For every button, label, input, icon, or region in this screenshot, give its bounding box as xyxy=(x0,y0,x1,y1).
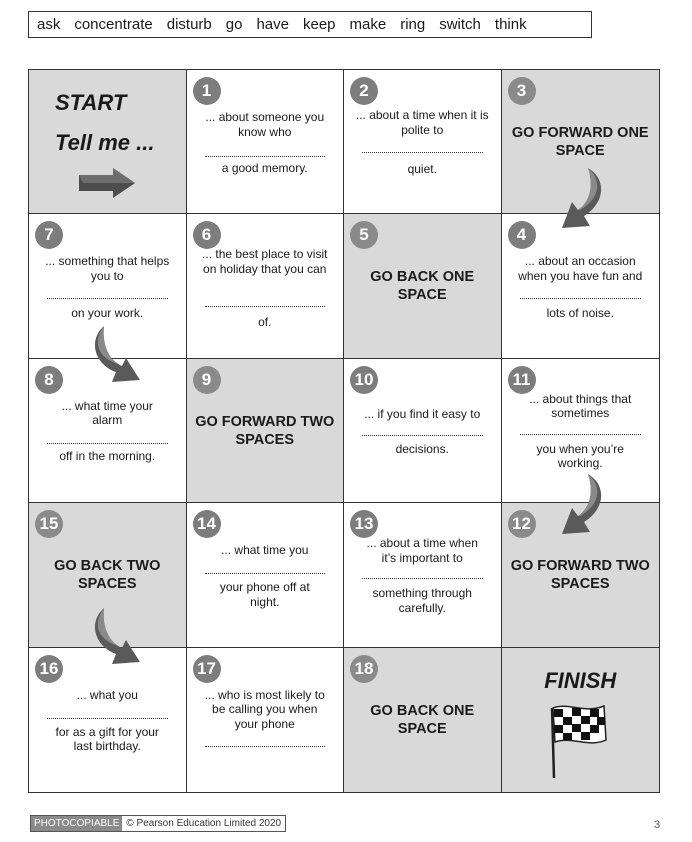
photocopiable-tag: PHOTOCOPIABLE xyxy=(31,816,122,831)
square-instruction: GO BACK ONE SPACE xyxy=(370,702,475,737)
square-number: 15 xyxy=(35,510,63,538)
square-prompt-end: for as a gift for your last birthday. xyxy=(55,724,159,754)
square-number: 2 xyxy=(350,77,378,105)
square-11 xyxy=(502,359,660,503)
word-bank-item: think xyxy=(494,16,527,33)
word-bank-item: concentrate xyxy=(74,16,153,33)
square-number: 17 xyxy=(193,655,221,683)
square-prompt: ... if you find it easy to xyxy=(364,406,481,421)
word-bank-item: keep xyxy=(302,16,336,33)
square-number: 16 xyxy=(35,655,63,683)
word-bank-item: have xyxy=(256,16,289,33)
start-square xyxy=(29,70,187,214)
square-prompt: ... about someone you know who xyxy=(205,110,325,139)
square-9 xyxy=(187,359,345,503)
square-16 xyxy=(29,648,187,792)
square-10 xyxy=(344,359,502,503)
square-number: 1 xyxy=(193,77,221,105)
square-prompt-end: you when you’re working. xyxy=(536,441,624,471)
square-prompt-end: your phone off at night. xyxy=(219,580,310,609)
square-prompt-end: decisions. xyxy=(395,441,449,456)
square-prompt: ... what time you xyxy=(221,543,309,558)
square-number: 7 xyxy=(35,221,63,249)
square-number: 3 xyxy=(508,77,536,105)
answer-blank xyxy=(47,443,168,444)
square-number: 9 xyxy=(193,366,221,394)
square-17 xyxy=(187,648,345,792)
answer-blank xyxy=(47,298,168,299)
square-prompt-end: something through carefully. xyxy=(372,586,472,615)
square-prompt: ... about a time when it is polite to xyxy=(355,108,489,137)
square-14 xyxy=(187,503,345,647)
square-instruction: GO BACK TWO SPACES xyxy=(54,558,161,593)
word-bank xyxy=(28,11,592,38)
square-instruction: GO FORWARD TWO SPACES xyxy=(510,558,650,593)
square-number: 6 xyxy=(193,221,221,249)
answer-blank xyxy=(362,152,483,153)
square-4 xyxy=(502,214,660,358)
square-prompt-end: off in the morning. xyxy=(59,448,156,463)
word-bank-item: ask xyxy=(37,16,61,33)
answer-blank xyxy=(205,746,326,747)
start-subtitle: Tell me ... xyxy=(55,130,155,155)
copyright-text: © Pearson Education Limited 2020 xyxy=(126,818,282,829)
square-prompt-end: quiet. xyxy=(407,162,437,176)
square-5 xyxy=(344,214,502,358)
word-bank-item: disturb xyxy=(166,16,212,33)
square-number: 13 xyxy=(350,510,378,538)
square-number: 4 xyxy=(508,221,536,249)
square-prompt: ... about a time when it’s important to xyxy=(366,536,478,565)
finish-square xyxy=(502,648,660,792)
square-instruction: GO FORWARD TWO SPACES xyxy=(195,413,335,448)
square-number: 5 xyxy=(350,221,378,249)
square-13 xyxy=(344,503,502,647)
answer-blank xyxy=(205,156,326,157)
square-number: 12 xyxy=(508,510,536,538)
square-prompt: ... something that helps you to xyxy=(45,254,170,283)
square-18 xyxy=(344,648,502,792)
square-number: 18 xyxy=(350,655,378,683)
word-bank-item: make xyxy=(349,16,387,33)
square-prompt: ... what time your alarm xyxy=(61,398,153,428)
square-1 xyxy=(187,70,345,214)
square-prompt: ... about an occasion when you have fun and xyxy=(518,254,643,283)
word-bank-item: go xyxy=(225,16,243,33)
answer-blank xyxy=(520,434,642,435)
square-prompt: ... about things that sometimes xyxy=(529,391,632,421)
square-instruction: GO FORWARD ONE SPACE xyxy=(511,125,649,159)
square-number: 11 xyxy=(508,366,536,394)
answer-blank xyxy=(362,435,483,436)
answer-blank xyxy=(520,298,642,299)
start-arrow-icon xyxy=(79,168,139,198)
start-title: START xyxy=(55,90,127,115)
square-8 xyxy=(29,359,187,503)
answer-blank xyxy=(205,306,326,307)
game-board xyxy=(28,69,660,793)
finish-title: FINISH xyxy=(544,667,617,693)
answer-blank xyxy=(205,573,326,574)
page-number: 3 xyxy=(654,819,661,831)
footer xyxy=(30,815,286,832)
square-prompt: ... who is most likely to be calling you when your phone xyxy=(204,687,325,731)
word-bank-item: ring xyxy=(400,16,426,33)
square-12 xyxy=(502,503,660,647)
square-7 xyxy=(29,214,187,358)
square-number: 14 xyxy=(193,510,221,538)
answer-blank xyxy=(362,578,483,579)
square-instruction: GO BACK ONE SPACE xyxy=(370,269,475,304)
square-2 xyxy=(344,70,502,214)
square-prompt-end: of. xyxy=(258,315,272,330)
square-number: 8 xyxy=(35,366,63,394)
square-3 xyxy=(502,70,660,214)
square-prompt-end: lots of noise. xyxy=(546,306,614,321)
answer-blank xyxy=(47,718,168,719)
square-15 xyxy=(29,503,187,647)
checkered-flag-icon xyxy=(544,700,614,780)
square-6 xyxy=(187,214,345,358)
square-prompt: ... what you xyxy=(76,687,138,702)
word-bank-item: switch xyxy=(439,16,481,33)
square-prompt-end: on your work. xyxy=(71,306,144,321)
square-prompt-end: a good memory. xyxy=(221,161,308,175)
square-number: 10 xyxy=(350,366,378,394)
square-prompt: ... the best place to visit on holiday that you can xyxy=(202,247,328,276)
